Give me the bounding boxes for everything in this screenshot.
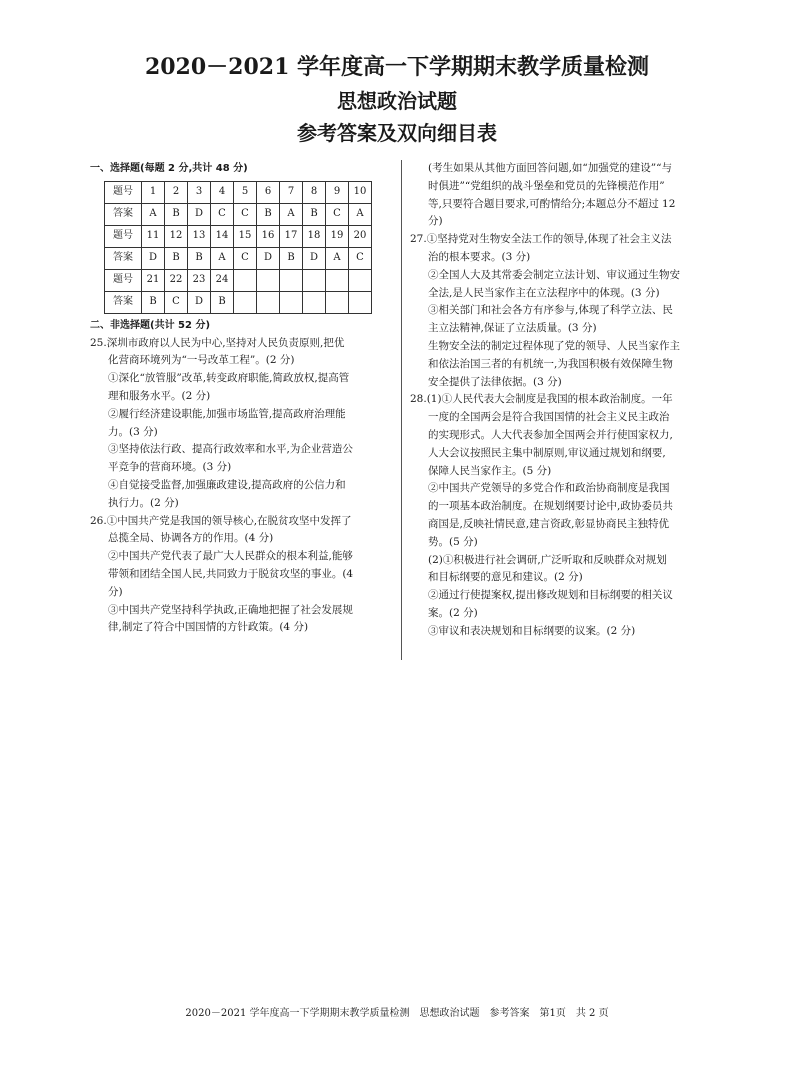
table-cell: 17 <box>280 225 303 247</box>
table-cell: 16 <box>257 225 280 247</box>
table-cell <box>303 269 326 291</box>
table-row <box>105 181 372 203</box>
answer-line: 全法,是人民当家作主在立法程序中的体现。(3 分) <box>428 286 660 299</box>
table-cell: B <box>211 291 234 313</box>
table-cell: C <box>234 247 257 269</box>
table-cell: 3 <box>188 181 211 203</box>
answer-line: ②中国共产党代表了最广大人民群众的根本利益,能够 <box>108 550 353 563</box>
answer-line: 人大会议按照民主集中制原则,审议通过规划和纲要, <box>428 446 666 459</box>
answer-line: 和依法治国三者的有机统一,为我国积极有效保障生物 <box>428 357 673 370</box>
table-cell: A <box>326 247 349 269</box>
answer-line: 分) <box>108 585 123 598</box>
answer-line: 执行力。(2 分) <box>108 496 179 509</box>
row-header-cell: 题号 <box>105 269 142 291</box>
answer-line: 时俱进”“党组织的战斗堡垒和党员的先锋模范作用” <box>428 179 665 192</box>
table-cell: 9 <box>326 181 349 203</box>
answer-line: (考生如果从其他方面回答问题,如“加强党的建设”“与 <box>428 162 673 174</box>
answer-line: 带领和团结全国人民,共同致力于脱贫攻坚的事业。(4 <box>108 567 354 580</box>
table-row <box>105 247 372 269</box>
table-cell: 8 <box>303 181 326 203</box>
answer-line: ②履行经济建设职能,加强市场监管,提高政府治理能 <box>108 407 346 420</box>
answer-line: 势。(5 分) <box>428 535 478 548</box>
answer-line: 28.(1)①人民代表大会制度是我国的根本政治制度。一年 <box>410 393 673 406</box>
table-cell: B <box>142 291 165 313</box>
answer-line: 律,制定了符合中国国情的方针政策。(4 分) <box>108 621 309 634</box>
table-cell: B <box>257 203 280 225</box>
table-cell: B <box>165 203 188 225</box>
answer-line: 治的根本要求。(3 分) <box>428 250 531 263</box>
table-cell: 5 <box>234 181 257 203</box>
answer-line: 理和服务水平。(2 分) <box>108 389 211 402</box>
table-cell: 6 <box>257 181 280 203</box>
answer-line: 25.深圳市政府以人民为中心,坚持对人民负责原则,把优 <box>90 336 345 349</box>
subject-title: 思想政治试题 <box>337 89 457 113</box>
left-column <box>90 160 396 637</box>
table-cell: C <box>165 291 188 313</box>
table-row <box>105 225 372 247</box>
table-cell: B <box>188 247 211 269</box>
answer-line: 分) <box>428 215 443 228</box>
table-cell: B <box>303 203 326 225</box>
answer-line: ①深化“放管服”改革,转变政府职能,简政放权,提高管 <box>108 372 350 385</box>
table-cell: 11 <box>142 225 165 247</box>
table-cell: 4 <box>211 181 234 203</box>
table-cell <box>303 291 326 313</box>
answer-line: 总揽全局、协调各方的作用。(4 分) <box>108 532 274 545</box>
table-cell: C <box>326 203 349 225</box>
table-cell: A <box>280 203 303 225</box>
table-cell: A <box>142 203 165 225</box>
table-cell: D <box>257 247 280 269</box>
section1-heading: 一、选择题(每题 2 分,共计 48 分) <box>90 163 248 174</box>
section2-heading: 二、非选择题(共计 52 分) <box>90 319 211 331</box>
row-header-cell: 答案 <box>105 203 142 225</box>
table-cell: 24 <box>211 269 234 291</box>
table-cell <box>257 269 280 291</box>
row-header-cell: 答案 <box>105 247 142 269</box>
table-cell: 20 <box>349 225 372 247</box>
table-cell: 19 <box>326 225 349 247</box>
table-cell: 15 <box>234 225 257 247</box>
row-header-cell: 题号 <box>105 225 142 247</box>
table-cell: C <box>349 247 372 269</box>
table-cell <box>257 291 280 313</box>
document-title: 2020－2021 学年度高一下学期期末教学质量检测 <box>144 54 650 80</box>
table-cell: 10 <box>349 181 372 203</box>
table-cell: A <box>349 203 372 225</box>
table-cell: D <box>188 203 211 225</box>
answer-line: 27.①坚持党对生物安全法工作的领导,体现了社会主义法 <box>410 233 672 246</box>
answer-line: ③中国共产党坚持科学执政,正确地把握了社会发展规 <box>108 603 353 616</box>
table-cell <box>349 269 372 291</box>
answer-line: 26.①中国共产党是我国的领导核心,在脱贫攻坚中发挥了 <box>90 514 352 527</box>
table-cell: D <box>303 247 326 269</box>
right-column <box>410 160 716 641</box>
answer-line: 的实现形式。人大代表参加全国两会并行使国家权力, <box>428 428 673 441</box>
table-cell: 23 <box>188 269 211 291</box>
answer-line: ④自觉接受监督,加强廉政建设,提高政府的公信力和 <box>108 478 346 491</box>
answer-line: 安全提供了法律依据。(3 分) <box>428 375 562 388</box>
answer-line: ③审议和表决规划和目标纲要的议案。(2 分) <box>428 624 636 637</box>
answer-line: 化营商环境列为“一号改革工程”。(2 分) <box>108 354 295 367</box>
column-divider <box>401 160 402 660</box>
table-cell: D <box>142 247 165 269</box>
table-cell: B <box>280 247 303 269</box>
answer-line: 力。(3 分) <box>108 425 158 438</box>
table-cell: 18 <box>303 225 326 247</box>
page-footer: 2020－2021 学年度高一下学期期末教学质量检测 思想政治试题 参考答案 第1页 共 2 页 <box>185 1008 609 1019</box>
answer-line: 的一项基本政治制度。在规划纲要讨论中,政协委员共 <box>428 500 673 513</box>
answer-line: 案。(2 分) <box>428 606 478 619</box>
right-answers <box>410 160 716 641</box>
table-cell <box>326 291 349 313</box>
answer-line: ②中国共产党领导的多党合作和政治协商制度是我国 <box>428 482 670 495</box>
answer-line: 一度的全国两会是符合我国国情的社会主义民主政治 <box>428 411 670 424</box>
table-row <box>105 291 372 313</box>
table-cell <box>234 269 257 291</box>
row-header-cell: 答案 <box>105 291 142 313</box>
answer-line: 等,只要符合题目要求,可酌情给分;本题总分不超过 12 <box>428 197 676 210</box>
table-cell <box>280 291 303 313</box>
answer-line: ③相关部门和社会各方有序参与,体现了科学立法、民 <box>428 304 673 317</box>
table-cell: 13 <box>188 225 211 247</box>
answer-line: (2)①积极进行社会调研,广泛听取和反映群众对规划 <box>428 553 667 566</box>
answer-table <box>104 181 372 314</box>
table-cell: C <box>211 203 234 225</box>
table-cell: A <box>211 247 234 269</box>
answer-line: 保障人民当家作主。(5 分) <box>428 464 552 477</box>
left-answers <box>90 335 396 638</box>
answer-line: 生物安全法的制定过程体现了党的领导、人民当家作主 <box>428 339 680 352</box>
table-row <box>105 269 372 291</box>
table-cell: 1 <box>142 181 165 203</box>
table-cell: C <box>234 203 257 225</box>
table-cell: D <box>188 291 211 313</box>
table-cell: 2 <box>165 181 188 203</box>
table-row <box>105 203 372 225</box>
table-cell: 22 <box>165 269 188 291</box>
table-cell: 12 <box>165 225 188 247</box>
answer-line: ②全国人大及其常委会制定立法计划、审议通过生物安 <box>428 268 680 281</box>
table-cell: 7 <box>280 181 303 203</box>
answer-line: 主立法精神,保证了立法质量。(3 分) <box>428 322 597 335</box>
table-cell <box>280 269 303 291</box>
answer-line: ③坚持依法行政、提高行政效率和水平,为企业营造公 <box>108 443 353 456</box>
answer-line: ②通过行使提案权,提出修改规划和目标纲要的相关议 <box>428 589 673 602</box>
answer-line: 和目标纲要的意见和建议。(2 分) <box>428 571 583 584</box>
answer-line: 平竞争的营商环境。(3 分) <box>108 461 232 474</box>
table-cell: 14 <box>211 225 234 247</box>
row-header-cell: 题号 <box>105 181 142 203</box>
table-cell <box>234 291 257 313</box>
table-cell: B <box>165 247 188 269</box>
answer-line: 商国是,反映社情民意,建言资政,彰显协商民主独特优 <box>428 517 670 530</box>
document-subtitle: 参考答案及双向细目表 <box>297 121 497 145</box>
table-cell <box>349 291 372 313</box>
table-cell <box>326 269 349 291</box>
table-cell: 21 <box>142 269 165 291</box>
